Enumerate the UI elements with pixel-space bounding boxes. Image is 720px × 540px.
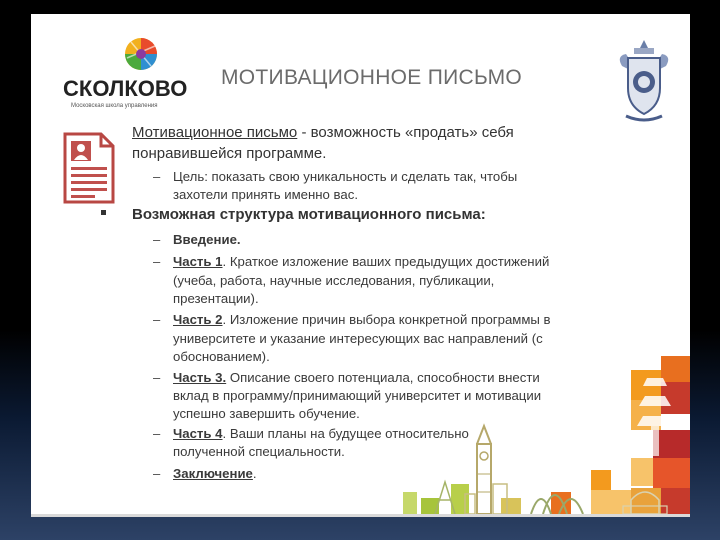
slide-bottom-border <box>31 514 690 517</box>
part3-line-3: успешно завершить обучение. <box>173 406 360 421</box>
dash-marker: – <box>153 312 161 327</box>
structure-heading: Возможная структура мотивационного письма: <box>132 206 486 223</box>
part1-line-1 <box>173 254 549 269</box>
dash-marker: – <box>153 254 161 269</box>
dash-marker: – <box>153 232 161 247</box>
intro-line-1 <box>132 124 514 141</box>
goal-line-1: Цель: показать свою уникальность и сделать так, чтобы <box>173 169 518 184</box>
intro-line-2: понравившейся программе. <box>132 145 327 162</box>
conclusion-dot: . <box>252 466 257 481</box>
goal-line-2: захотели принять именно вас. <box>173 187 359 202</box>
dash-marker: – <box>153 169 161 184</box>
part1-label: Часть 1 <box>173 254 223 269</box>
part2-line-1 <box>173 312 551 327</box>
intro-item: Введение. <box>173 232 241 247</box>
logo-name: СКОЛКОВО <box>63 76 188 101</box>
conclusion-label: Заключение <box>173 466 253 481</box>
intro-text-1: - возможность «продать» себя <box>297 124 514 141</box>
part2-text-1: . Изложение причин выбора конкретной программы в <box>222 312 551 327</box>
dash-marker: – <box>153 426 161 441</box>
part4-line-2: полученной специальности. <box>173 444 345 459</box>
logo-subtitle: Московская школа управления <box>71 103 158 109</box>
dash-marker: – <box>153 370 161 385</box>
slide <box>31 14 690 514</box>
part2-label: Часть 2 <box>173 312 223 327</box>
part4-label: Часть 4 <box>173 426 223 441</box>
part1-text-1: . Краткое изложение ваших предыдущих достижений <box>222 254 550 269</box>
part3-line-2: вклад в программу/принимающий университет и мотивации <box>173 388 542 403</box>
part3-label: Часть 3. <box>173 370 227 385</box>
bullet-marker <box>101 210 106 215</box>
part4-text-1: . Ваши планы на будущее относительно <box>222 426 469 441</box>
part3-text-1: Описание своего потенциала, способности внести <box>226 370 540 385</box>
conclusion-line <box>173 466 257 481</box>
part3-line-1 <box>173 370 540 385</box>
part1-line-3: презентации). <box>173 291 259 306</box>
intro-term: Мотивационное письмо <box>132 124 298 141</box>
part1-line-2: (учеба, работа, научные исследования, публикации, <box>173 273 495 288</box>
part4-line-1 <box>173 426 469 441</box>
part2-line-2: университете и указание интересующих вас направлений (с <box>173 331 543 346</box>
part2-line-3: обоснованием). <box>173 349 270 364</box>
dash-marker: – <box>153 466 161 481</box>
page-title: МОТИВАЦИОННОЕ ПИСЬМО <box>221 66 523 89</box>
